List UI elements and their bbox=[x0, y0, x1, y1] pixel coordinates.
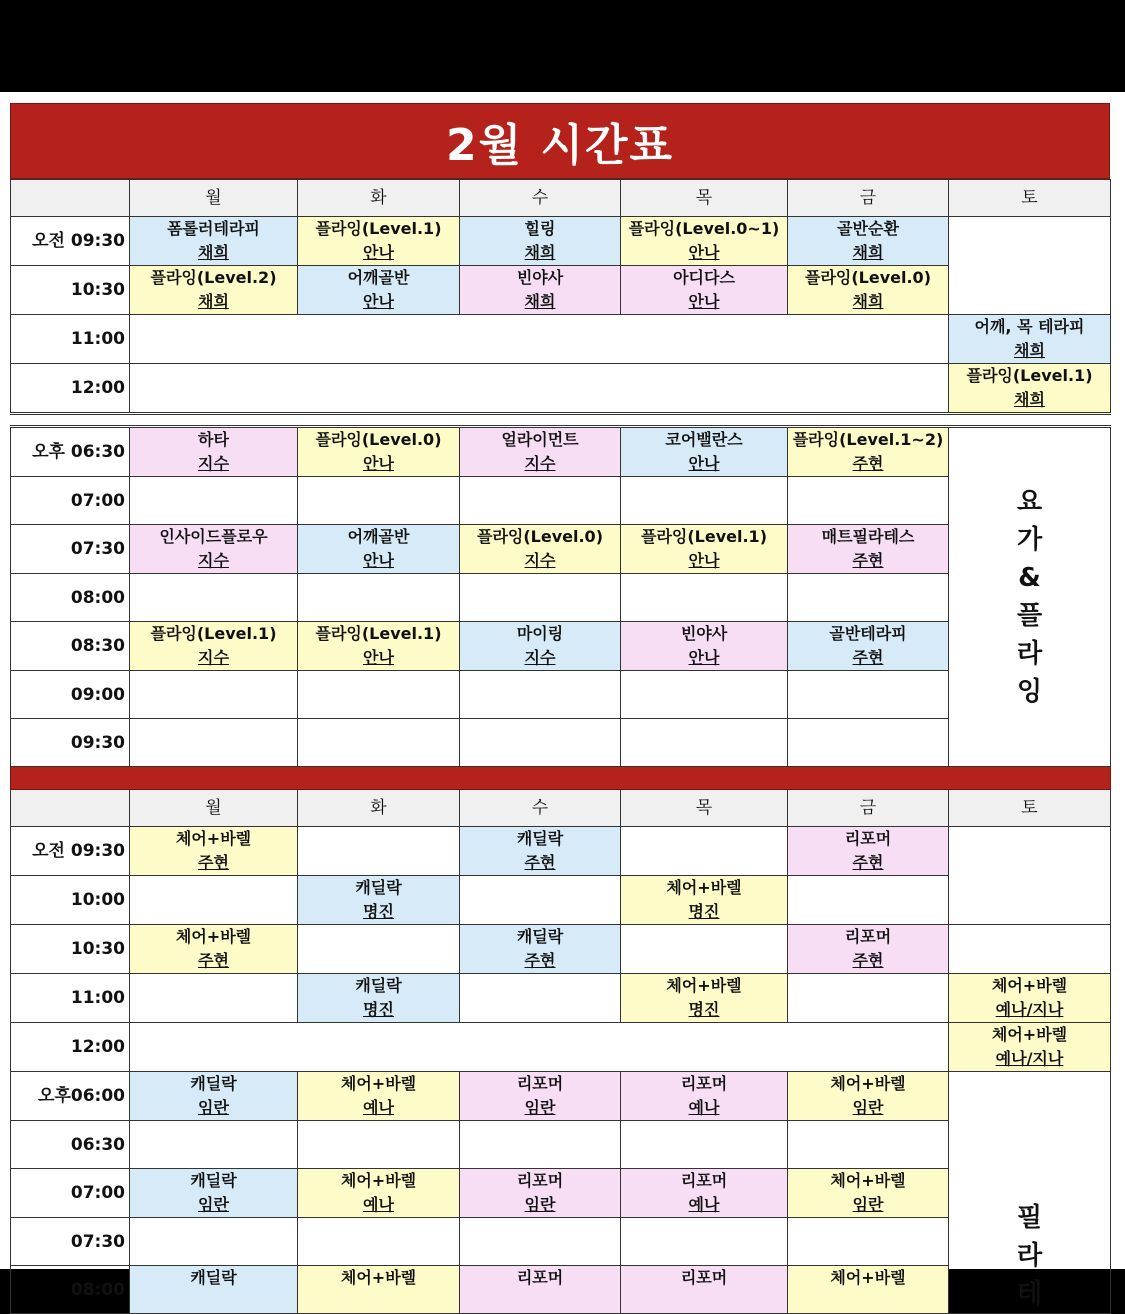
time-slot: 오후 06:30 bbox=[11, 427, 130, 477]
class-name: 리포머 bbox=[680, 1268, 728, 1287]
empty-slot bbox=[130, 1023, 949, 1072]
empty-slot bbox=[130, 876, 298, 925]
class-name: 플라잉(Level.0) bbox=[804, 268, 932, 287]
class-name: 체어+바렐 bbox=[991, 976, 1068, 995]
empty-slot bbox=[788, 477, 949, 525]
class-slot bbox=[460, 266, 621, 315]
class-name: 매트필라테스 bbox=[821, 527, 915, 546]
label-char: 플 bbox=[1016, 601, 1043, 631]
empty-slot bbox=[621, 1218, 788, 1266]
class-name: 마이링 bbox=[516, 624, 564, 643]
empty-slot bbox=[130, 974, 298, 1023]
class-slot bbox=[949, 1023, 1111, 1072]
schedule-row bbox=[11, 1023, 1111, 1072]
empty-slot bbox=[788, 1218, 949, 1266]
instructor-name: 주현 bbox=[852, 648, 884, 667]
empty-slot bbox=[298, 477, 460, 525]
class-name: 어깨골반 bbox=[347, 268, 410, 287]
label-char: 라 bbox=[1016, 639, 1043, 669]
header-corner bbox=[11, 180, 130, 217]
empty-slot bbox=[130, 719, 298, 767]
empty-slot bbox=[460, 876, 621, 925]
class-slot bbox=[621, 876, 788, 925]
class-slot bbox=[621, 266, 788, 315]
instructor-name: 지수 bbox=[524, 454, 556, 473]
instructor-name: 명진 bbox=[363, 902, 394, 921]
instructor-name: 지수 bbox=[198, 648, 229, 667]
class-slot bbox=[460, 217, 621, 266]
instructor-name: 주현 bbox=[524, 951, 556, 970]
label-char: 요 bbox=[1016, 487, 1043, 517]
timetable-title: 2월 시간표 bbox=[10, 103, 1110, 179]
day-header-row bbox=[11, 180, 1111, 217]
class-slot bbox=[130, 622, 298, 671]
time-slot: 10:30 bbox=[11, 925, 130, 974]
instructor-name: 예나 bbox=[688, 1098, 720, 1117]
empty-slot bbox=[621, 1121, 788, 1169]
class-name: 플라잉(Level.1) bbox=[315, 219, 442, 238]
class-name: 체어+바렐 bbox=[830, 1268, 906, 1287]
schedule-row bbox=[11, 364, 1111, 414]
instructor-name: 예나 bbox=[363, 1195, 394, 1214]
class-slot bbox=[460, 525, 621, 574]
class-slot bbox=[621, 217, 788, 266]
class-slot bbox=[130, 1072, 298, 1121]
day-header: 화 bbox=[298, 180, 460, 217]
class-name: 리포머 bbox=[516, 1171, 564, 1190]
class-slot bbox=[298, 876, 460, 925]
class-slot bbox=[130, 1266, 298, 1314]
class-slot bbox=[130, 525, 298, 574]
instructor-name: 예나/지나 bbox=[995, 1049, 1064, 1068]
class-slot bbox=[788, 827, 949, 876]
empty-slot bbox=[298, 925, 460, 974]
empty-slot bbox=[460, 574, 621, 622]
class-slot bbox=[460, 1266, 621, 1314]
time-slot: 07:00 bbox=[11, 477, 130, 525]
class-name: 빈야사 bbox=[516, 268, 564, 287]
time-slot: 10:00 bbox=[11, 876, 130, 925]
empty-slot bbox=[621, 574, 788, 622]
class-slot bbox=[130, 827, 298, 876]
class-slot bbox=[788, 1169, 949, 1218]
class-name: 캐딜락 bbox=[190, 1268, 237, 1287]
instructor-name: 안나 bbox=[363, 551, 394, 570]
empty-slot bbox=[460, 974, 621, 1023]
empty-slot bbox=[130, 574, 298, 622]
schedule-row bbox=[11, 217, 1111, 266]
empty-slot bbox=[130, 364, 949, 414]
instructor-name: 주현 bbox=[852, 853, 884, 872]
empty-slot bbox=[298, 719, 460, 767]
day-header: 수 bbox=[460, 180, 621, 217]
class-name: 아디다스 bbox=[673, 268, 735, 287]
class-name: 플라잉(Level.0~1) bbox=[628, 219, 780, 238]
class-name: 플라잉(Level.1) bbox=[150, 624, 277, 643]
day-header: 수 bbox=[460, 790, 621, 827]
empty-slot bbox=[788, 671, 949, 719]
class-name: 리포머 bbox=[680, 1171, 728, 1190]
empty-slot bbox=[298, 574, 460, 622]
class-name: 체어+바렐 bbox=[830, 1074, 906, 1093]
label-char: & bbox=[1018, 563, 1041, 593]
timetable-grid bbox=[10, 179, 1111, 1314]
time-slot: 09:00 bbox=[11, 671, 130, 719]
class-slot bbox=[788, 1072, 949, 1121]
class-name: 어깨골반 bbox=[347, 527, 410, 546]
time-slot: 오전 09:30 bbox=[11, 827, 130, 876]
class-slot bbox=[460, 1072, 621, 1121]
class-slot bbox=[949, 315, 1111, 364]
class-name: 어깨, 목 테라피 bbox=[974, 317, 1085, 336]
instructor-name: 주현 bbox=[198, 951, 229, 970]
empty-slot bbox=[621, 477, 788, 525]
schedule-row bbox=[11, 925, 1111, 974]
class-name: 캐딜락 bbox=[190, 1074, 237, 1093]
class-name: 플라잉(Level.1) bbox=[640, 527, 768, 546]
instructor-name: 안나 bbox=[688, 243, 720, 262]
schedule-row bbox=[11, 315, 1111, 364]
empty-slot bbox=[788, 719, 949, 767]
instructor-name: 임란 bbox=[852, 1098, 884, 1117]
empty-slot bbox=[298, 827, 460, 876]
instructor-name: 예나/지나 bbox=[995, 1000, 1064, 1019]
class-name: 플라잉(Level.0) bbox=[315, 430, 442, 449]
time-slot: 06:30 bbox=[11, 1121, 130, 1169]
day-header: 월 bbox=[130, 180, 298, 217]
empty-slot bbox=[949, 827, 1111, 925]
label-char: 필 bbox=[1016, 1203, 1043, 1233]
class-name: 체어+바렐 bbox=[666, 976, 742, 995]
class-slot bbox=[460, 925, 621, 974]
day-header: 목 bbox=[621, 180, 788, 217]
instructor-name: 채희 bbox=[198, 292, 229, 311]
day-header: 토 bbox=[949, 790, 1111, 827]
double-divider-cell bbox=[11, 414, 1111, 427]
red-divider bbox=[11, 767, 1111, 790]
class-name: 체어+바렐 bbox=[666, 878, 742, 897]
instructor-name: 주현 bbox=[852, 551, 884, 570]
schedule-row bbox=[11, 622, 1111, 671]
empty-slot bbox=[130, 477, 298, 525]
empty-slot bbox=[460, 477, 621, 525]
empty-slot bbox=[130, 1121, 298, 1169]
schedule-row bbox=[11, 1218, 1111, 1266]
instructor-name: 채희 bbox=[1014, 390, 1045, 409]
time-slot: 오전 09:30 bbox=[11, 217, 130, 266]
instructor-name: 임란 bbox=[524, 1195, 556, 1214]
instructor-name: 임란 bbox=[198, 1195, 229, 1214]
class-name: 체어+바렐 bbox=[175, 927, 252, 946]
instructor-name: 명진 bbox=[688, 902, 720, 921]
header-corner bbox=[11, 790, 130, 827]
empty-slot bbox=[460, 671, 621, 719]
class-name: 골반테라피 bbox=[829, 624, 907, 643]
empty-slot bbox=[460, 1218, 621, 1266]
instructor-name: 예나 bbox=[363, 1098, 394, 1117]
empty-slot bbox=[621, 719, 788, 767]
class-name: 플라잉(Level.1~2) bbox=[792, 430, 944, 449]
empty-slot bbox=[298, 671, 460, 719]
instructor-name: 채희 bbox=[524, 243, 556, 262]
class-slot bbox=[788, 925, 949, 974]
day-header-row bbox=[11, 790, 1111, 827]
class-slot bbox=[460, 827, 621, 876]
class-slot bbox=[298, 525, 460, 574]
instructor-name: 채희 bbox=[524, 292, 556, 311]
instructor-name: 명진 bbox=[363, 1000, 394, 1019]
class-name: 인사이드플로우 bbox=[159, 527, 268, 546]
class-name: 폼롤러테라피 bbox=[167, 219, 260, 238]
instructor-name: 주현 bbox=[852, 454, 884, 473]
class-slot bbox=[130, 1169, 298, 1218]
instructor-name: 지수 bbox=[198, 454, 229, 473]
class-slot bbox=[298, 427, 460, 477]
empty-slot bbox=[130, 671, 298, 719]
class-name: 체어+바렐 bbox=[340, 1171, 417, 1190]
class-slot bbox=[621, 1169, 788, 1218]
class-slot bbox=[460, 427, 621, 477]
class-slot bbox=[130, 217, 298, 266]
class-name: 플라잉(Level.0) bbox=[476, 527, 604, 546]
instructor-name: 채희 bbox=[852, 292, 884, 311]
time-slot: 07:30 bbox=[11, 525, 130, 574]
empty-slot bbox=[949, 925, 1111, 974]
schedule-row bbox=[11, 1072, 1111, 1121]
time-slot: 07:30 bbox=[11, 1218, 130, 1266]
instructor-name: 안나 bbox=[363, 292, 394, 311]
class-slot bbox=[949, 974, 1111, 1023]
class-name: 체어+바렐 bbox=[340, 1074, 417, 1093]
day-header: 금 bbox=[788, 790, 949, 827]
class-slot bbox=[298, 1072, 460, 1121]
schedule-row bbox=[11, 266, 1111, 315]
schedule-row bbox=[11, 1121, 1111, 1169]
instructor-name: 주현 bbox=[198, 853, 229, 872]
class-slot bbox=[460, 622, 621, 671]
schedule-row bbox=[11, 876, 1111, 925]
day-header: 금 bbox=[788, 180, 949, 217]
empty-slot bbox=[298, 1218, 460, 1266]
empty-slot bbox=[621, 671, 788, 719]
time-slot: 09:30 bbox=[11, 719, 130, 767]
class-slot bbox=[460, 1169, 621, 1218]
class-slot bbox=[130, 266, 298, 315]
class-slot bbox=[621, 427, 788, 477]
red-divider-cell bbox=[11, 767, 1111, 790]
instructor-name: 명진 bbox=[688, 1000, 720, 1019]
instructor-name: 임란 bbox=[524, 1098, 556, 1117]
time-slot: 12:00 bbox=[11, 1023, 130, 1072]
label-char: 라 bbox=[1016, 1241, 1043, 1271]
instructor-name: 지수 bbox=[524, 551, 556, 570]
class-slot bbox=[788, 427, 949, 477]
class-slot bbox=[949, 364, 1111, 414]
class-name: 캐딜락 bbox=[190, 1171, 237, 1190]
instructor-name: 임란 bbox=[198, 1098, 229, 1117]
day-header: 목 bbox=[621, 790, 788, 827]
time-slot: 08:00 bbox=[11, 1266, 130, 1314]
timetable bbox=[10, 103, 1110, 1314]
instructor-name: 지수 bbox=[524, 648, 556, 667]
label-char: 테 bbox=[1016, 1279, 1043, 1309]
instructor-name: 주현 bbox=[852, 951, 884, 970]
empty-slot bbox=[788, 574, 949, 622]
class-slot bbox=[788, 266, 949, 315]
double-divider bbox=[11, 414, 1111, 427]
class-name: 빈야사 bbox=[680, 624, 728, 643]
schedule-sheet bbox=[0, 92, 1125, 1309]
class-name: 플라잉(Level.1) bbox=[966, 366, 1093, 385]
saturday-category-label bbox=[949, 1072, 1111, 1314]
time-slot: 07:00 bbox=[11, 1169, 130, 1218]
time-slot: 12:00 bbox=[11, 364, 130, 414]
saturday-category-label bbox=[949, 427, 1111, 767]
schedule-row bbox=[11, 477, 1111, 525]
class-name: 캐딜락 bbox=[355, 878, 402, 897]
class-name: 하타 bbox=[198, 430, 229, 449]
class-slot bbox=[130, 925, 298, 974]
empty-slot bbox=[788, 974, 949, 1023]
class-slot bbox=[621, 622, 788, 671]
class-name: 리포머 bbox=[680, 1074, 728, 1093]
schedule-row bbox=[11, 719, 1111, 767]
time-slot: 11:00 bbox=[11, 315, 130, 364]
class-slot bbox=[298, 1169, 460, 1218]
class-slot bbox=[298, 622, 460, 671]
class-name: 리포머 bbox=[844, 927, 892, 946]
label-char: 가 bbox=[1016, 525, 1043, 555]
class-slot bbox=[621, 1072, 788, 1121]
class-slot bbox=[130, 427, 298, 477]
class-name: 체어+바렐 bbox=[175, 829, 252, 848]
class-slot bbox=[788, 525, 949, 574]
class-name: 코어밸란스 bbox=[665, 430, 743, 449]
schedule-row bbox=[11, 974, 1111, 1023]
time-slot: 08:30 bbox=[11, 622, 130, 671]
instructor-name: 임란 bbox=[852, 1195, 884, 1214]
empty-slot bbox=[130, 1218, 298, 1266]
instructor-name: 안나 bbox=[363, 648, 394, 667]
empty-slot bbox=[298, 1121, 460, 1169]
class-name: 리포머 bbox=[516, 1268, 564, 1287]
instructor-name: 안나 bbox=[363, 454, 394, 473]
empty-slot bbox=[788, 876, 949, 925]
schedule-row bbox=[11, 574, 1111, 622]
class-name: 골반순환 bbox=[837, 219, 899, 238]
instructor-name: 채희 bbox=[1014, 341, 1045, 360]
schedule-row bbox=[11, 1169, 1111, 1218]
empty-slot bbox=[621, 925, 788, 974]
class-name: 체어+바렐 bbox=[340, 1268, 417, 1287]
schedule-row bbox=[11, 1266, 1111, 1314]
instructor-name: 안나 bbox=[688, 551, 720, 570]
instructor-name: 채희 bbox=[198, 243, 229, 262]
class-slot bbox=[788, 622, 949, 671]
class-name: 힐링 bbox=[524, 219, 556, 238]
schedule-row bbox=[11, 827, 1111, 876]
class-name: 리포머 bbox=[844, 829, 892, 848]
empty-slot bbox=[460, 1121, 621, 1169]
class-name: 캐딜락 bbox=[516, 829, 564, 848]
class-slot bbox=[621, 974, 788, 1023]
class-name: 캐딜락 bbox=[516, 927, 564, 946]
class-name: 캐딜락 bbox=[355, 976, 402, 995]
instructor-name: 지수 bbox=[198, 551, 229, 570]
class-name: 플라잉(Level.2) bbox=[150, 268, 277, 287]
empty-slot bbox=[949, 217, 1111, 315]
instructor-name: 안나 bbox=[688, 292, 720, 311]
empty-slot bbox=[130, 315, 949, 364]
day-header: 월 bbox=[130, 790, 298, 827]
schedule-row bbox=[11, 525, 1111, 574]
instructor-name: 안나 bbox=[688, 648, 720, 667]
empty-slot bbox=[788, 1121, 949, 1169]
instructor-name: 안나 bbox=[688, 454, 720, 473]
class-name: 체어+바렐 bbox=[830, 1171, 906, 1190]
class-name: 플라잉(Level.1) bbox=[315, 624, 442, 643]
class-slot bbox=[298, 1266, 460, 1314]
instructor-name: 예나 bbox=[688, 1195, 720, 1214]
time-slot: 08:00 bbox=[11, 574, 130, 622]
class-slot bbox=[788, 1266, 949, 1314]
instructor-name: 채희 bbox=[852, 243, 884, 262]
day-header: 토 bbox=[949, 180, 1111, 217]
class-slot bbox=[788, 217, 949, 266]
time-slot: 10:30 bbox=[11, 266, 130, 315]
empty-slot bbox=[621, 827, 788, 876]
day-header: 화 bbox=[298, 790, 460, 827]
class-slot bbox=[298, 217, 460, 266]
class-slot bbox=[298, 266, 460, 315]
schedule-row bbox=[11, 671, 1111, 719]
empty-slot bbox=[460, 719, 621, 767]
instructor-name: 주현 bbox=[524, 853, 556, 872]
instructor-name: 안나 bbox=[363, 243, 394, 262]
class-slot bbox=[621, 1266, 788, 1314]
label-char: 잉 bbox=[1016, 677, 1043, 707]
schedule-row bbox=[11, 427, 1111, 477]
class-name: 체어+바렐 bbox=[991, 1025, 1068, 1044]
time-slot: 11:00 bbox=[11, 974, 130, 1023]
class-name: 리포머 bbox=[516, 1074, 564, 1093]
class-name: 얼라이먼트 bbox=[501, 430, 579, 449]
class-slot bbox=[621, 525, 788, 574]
class-slot bbox=[298, 974, 460, 1023]
time-slot: 오후06:00 bbox=[11, 1072, 130, 1121]
